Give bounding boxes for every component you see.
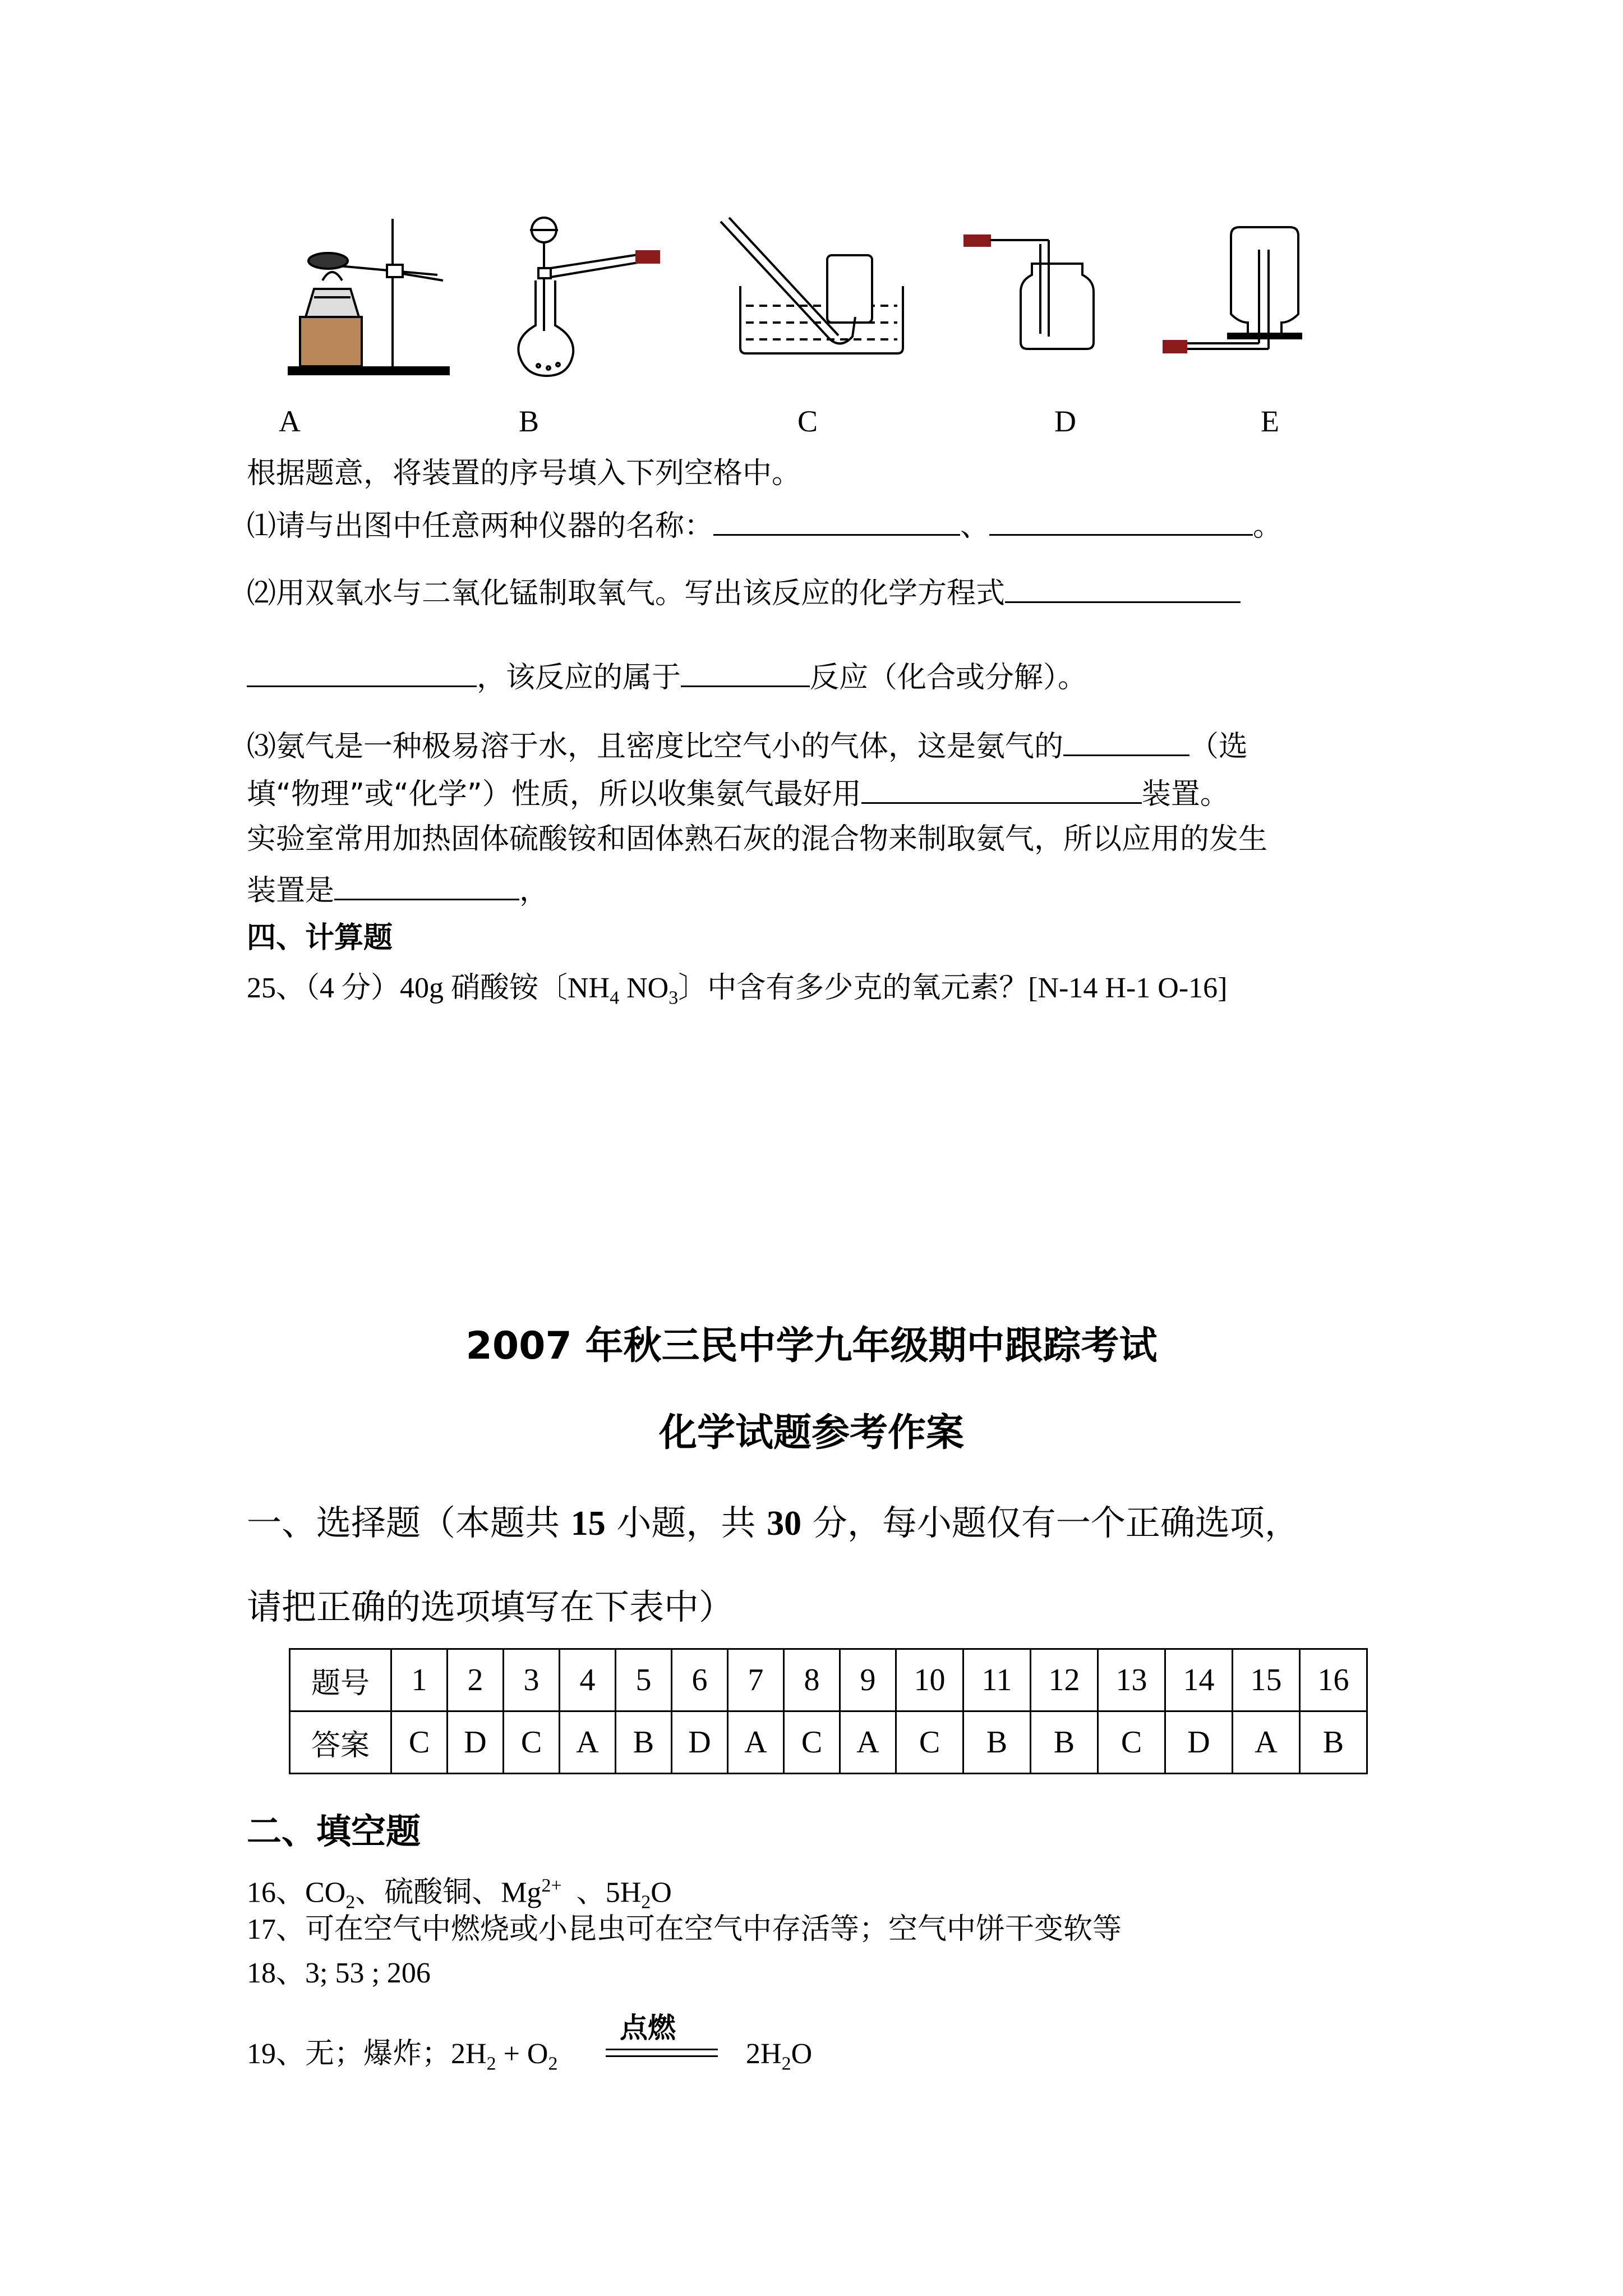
a16-text-a: 16、CO: [247, 1876, 346, 1909]
question-3-line1: [247, 725, 1248, 765]
apparatus-c: [721, 218, 903, 353]
apparatus-figure: [0, 202, 1623, 381]
q25-sub-2: 3: [668, 987, 679, 1009]
a19-sub-1: 2: [486, 2053, 496, 2074]
table-cell: 9: [840, 1649, 896, 1711]
q3-line4-text: 装置是: [247, 874, 335, 908]
q1-separator: 、: [960, 509, 990, 543]
table-cell: 6: [672, 1649, 728, 1711]
q2-text: ⑵用双氧水与二氧化锰制取氧气。写出该反应的化学方程式: [247, 577, 1006, 610]
table-cell: B: [963, 1711, 1031, 1774]
table-cell: B: [1031, 1711, 1098, 1774]
apparatus-e: [1164, 227, 1301, 352]
answer-title-2: 化学试题参考作案: [658, 1411, 964, 1455]
a19-sub-3: 2: [781, 2053, 791, 2074]
table-cell: 14: [1165, 1649, 1233, 1711]
section4-heading: 四、计算题: [247, 921, 393, 955]
table-cell: A: [840, 1711, 896, 1774]
table-cell: 7: [728, 1649, 784, 1711]
apparatus-d: [965, 236, 1094, 349]
a19-sub-2: 2: [548, 2053, 558, 2074]
question-1: [247, 505, 1282, 544]
table-cell: 4: [560, 1649, 616, 1711]
s1-points: 30: [767, 1504, 802, 1543]
q3-blank-property[interactable]: [1063, 725, 1189, 756]
table-cell: B: [616, 1711, 672, 1774]
table-cell: 1: [391, 1649, 448, 1711]
q3-blank-generator[interactable]: [334, 869, 519, 900]
section1-heading-line1: [247, 1495, 1299, 1545]
q1-blank-2[interactable]: [989, 505, 1253, 536]
table-cell: A: [560, 1711, 616, 1774]
figure-label-a: A: [279, 404, 301, 438]
figure-label-b: B: [519, 404, 540, 438]
table-cell: D: [672, 1711, 728, 1774]
q3-line1-end: （选: [1189, 730, 1248, 763]
a19-text-d: O: [791, 2038, 813, 2070]
q3-line2-end: 装置。: [1141, 777, 1229, 811]
reaction-condition: 点燃: [620, 2012, 676, 2044]
s1-text-c: 分，每小题仅有一个正确选项，: [801, 1502, 1299, 1543]
table-cell: 3: [504, 1649, 560, 1711]
apparatus-a: [289, 219, 449, 374]
table-header-answer: 答案: [290, 1711, 391, 1774]
q3-blank-collect[interactable]: [861, 773, 1142, 804]
question-3-line4: [247, 869, 548, 909]
figure-label-e: E: [1261, 404, 1279, 438]
table-cell: C: [784, 1711, 840, 1774]
a16-sub2: 2: [641, 1892, 651, 1913]
table-row: [290, 1649, 1367, 1711]
q1-end: 。: [1253, 509, 1283, 543]
table-cell: A: [728, 1711, 784, 1774]
table-cell: D: [448, 1711, 504, 1774]
a16-text-d: O: [651, 1876, 672, 1909]
q2-blank-type[interactable]: [681, 656, 810, 687]
section1-heading-line2: 请把正确的选项填写在下表中）: [247, 1586, 734, 1627]
table-cell: C: [504, 1711, 560, 1774]
table-cell: 11: [963, 1649, 1031, 1711]
q2-blank-equation-2[interactable]: [247, 656, 477, 687]
q25-text-a: 25、（4 分）40g 硝酸铵〔NH: [247, 972, 610, 1004]
a16-text-b: 、硫酸铜、Mg: [355, 1876, 542, 1909]
question-2: [247, 572, 1241, 611]
instruction-text: 根据题意，将装置的序号填入下列空格中。: [247, 457, 801, 490]
q3-line2-text: 填“物理”或“化学”）性质，所以收集氨气最好用: [247, 777, 861, 811]
q1-text: ⑴请与出图中任意两种仪器的名称：: [247, 509, 714, 543]
answer-17: 17、可在空气中燃烧或小昆虫可在空气中存活等；空气中饼干变软等: [247, 1913, 1122, 1945]
s1-text-b: 小题，共: [605, 1502, 767, 1543]
answer-19: [247, 2036, 557, 2082]
table-cell: 10: [896, 1649, 963, 1711]
s1-count: 15: [570, 1504, 606, 1543]
q3-line4-end: ，: [519, 874, 549, 908]
table-cell: 13: [1098, 1649, 1165, 1711]
table-cell: C: [391, 1711, 448, 1774]
answer-18: 18、3; 53 ; 206: [247, 1957, 431, 1989]
a16-text-c: 、5H: [561, 1876, 642, 1909]
table-cell: 8: [784, 1649, 840, 1711]
a16-sub: 2: [345, 1892, 356, 1913]
q25-text-b: NO: [619, 972, 669, 1004]
table-cell: B: [1300, 1711, 1367, 1774]
table-cell: 12: [1031, 1649, 1098, 1711]
question-3-line3: 实验室常用加热固体硫酸铵和固体熟石灰的混合物来制取氨气，所以应用的发生: [247, 822, 1268, 856]
section2-heading: 二、填空题: [247, 1811, 421, 1852]
table-cell: 16: [1300, 1649, 1367, 1711]
table-cell: A: [1233, 1711, 1300, 1774]
a19-text-a: 19、无；爆炸；2H: [247, 2038, 487, 2070]
q25-sub-1: 4: [610, 987, 620, 1009]
question-2-cont: [247, 656, 1087, 696]
reaction-arrow-line-bottom: [606, 2055, 718, 2057]
table-cell: D: [1165, 1711, 1233, 1774]
answer-19-product: [746, 2036, 812, 2082]
table-cell: 2: [448, 1649, 504, 1711]
figure-label-d: D: [1054, 404, 1076, 438]
q2-blank-equation-1[interactable]: [1005, 572, 1241, 603]
reaction-arrow-line-top: [606, 2049, 718, 2050]
table-cell: 15: [1233, 1649, 1300, 1711]
q3-line1-text: ⑶氨气是一种极易溶于水，且密度比空气小的气体，这是氨气的: [247, 730, 1064, 763]
a16-sup: 2+: [541, 1875, 562, 1896]
table-row: [290, 1711, 1367, 1774]
answer-title-1: 2007 年秋三民中学九年级期中跟踪考试: [465, 1324, 1158, 1368]
q2-end: 反应（化合或分解）。: [810, 661, 1087, 694]
apparatus-b: [518, 218, 659, 376]
q1-blank-1[interactable]: [713, 505, 960, 536]
question-3-line2: [247, 773, 1229, 812]
table-cell: C: [1098, 1711, 1165, 1774]
figure-label-c: C: [797, 404, 818, 438]
table-cell: C: [896, 1711, 963, 1774]
q2-mid: ，该反应的属于: [477, 661, 681, 694]
table-cell: 5: [616, 1649, 672, 1711]
table-header-number: 题号: [290, 1649, 391, 1711]
a19-text-c: 2H: [746, 2038, 782, 2070]
q25-text-c: 〕中含有多少克的氧元素？[N-14 H-1 O-16]: [678, 972, 1228, 1004]
s1-text-a: 一、选择题（本题共: [247, 1502, 571, 1543]
a19-text-b: + O: [496, 2038, 548, 2070]
question-25: [247, 970, 1227, 1016]
answer-table: [289, 1648, 1368, 1774]
